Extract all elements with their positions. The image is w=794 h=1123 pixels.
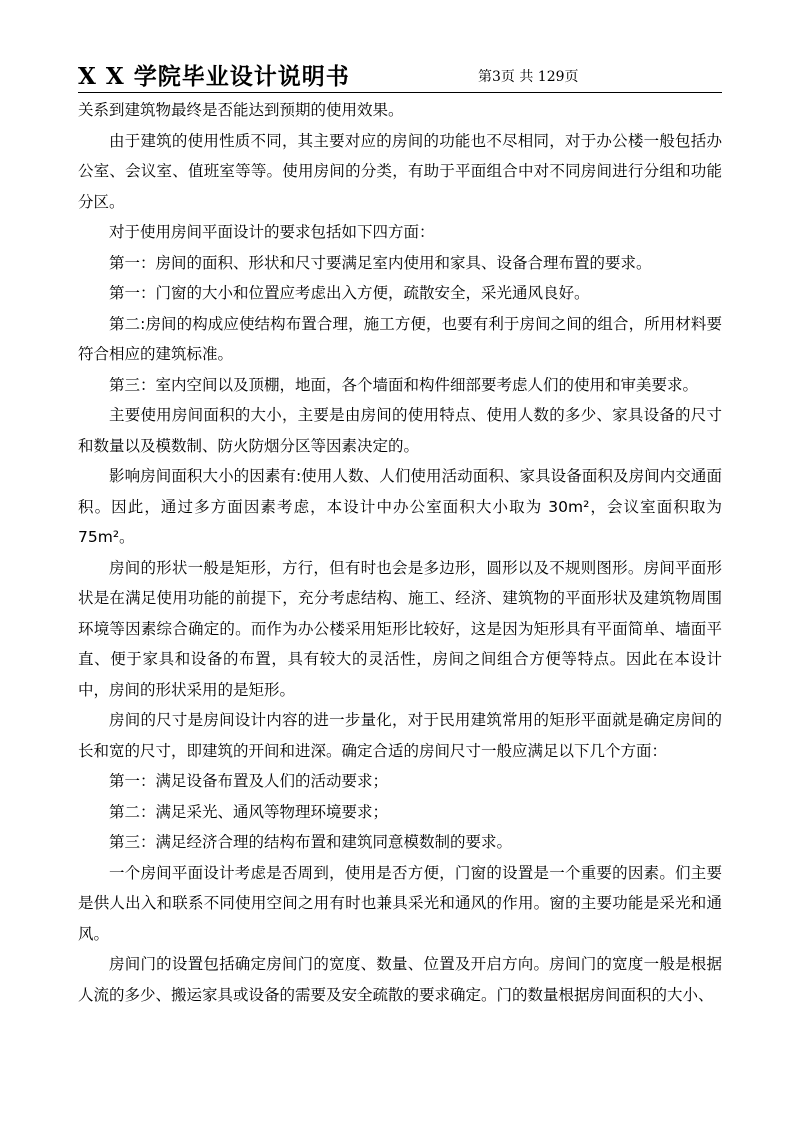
paragraph: 对于使用房间平面设计的要求包括如下四方面： xyxy=(109,223,435,241)
paragraph: 第一：门窗的大小和位置应考虑出入方便，疏散安全，采光通风良好。 xyxy=(109,284,590,302)
paragraph: 主要使用房间面积的大小，主要是由房间的使用特点、使用人数的多少、家具设备的尺寸和数量以及模数制、防火防烟分区等因素决定的。 xyxy=(78,406,722,455)
paragraph: 第三：室内空间以及顶棚，地面，各个墙面和构件细部要考虑人们的使用和审美要求。 xyxy=(109,375,699,394)
paragraph: 房间门的设置包括确定房间门的宽度、数量、位置及开启方向。房间门的宽度一般是根据人流的多少、搬运家具或设备的需要及安全疏散的要求确定。门的数量根据房间面积的大小、 xyxy=(78,955,722,1004)
paragraph: 第一：房间的面积、形状和尺寸要满足室内使用和家具、设备合理布置的要求。 xyxy=(109,253,652,272)
paragraph: 第一：满足设备布置及人们的活动要求； xyxy=(109,772,389,790)
paragraph: 由于建筑的使用性质不同，其主要对应的房间的功能也不尽相同，对于办公楼一般包括办公室、会议室、值班室等等。使用房间的分类，有助于平面组合中对不同房间进行分组和功能分区。 xyxy=(78,131,722,211)
paragraph: 房间的形状一般是矩形，方行，但有时也会是多边形，圆形以及不规则图形。房间平面形状是在满足使用功能的前提下，充分考虑结构、施工、经济、建筑物的平面形状及建筑物周围环境等因素综合确定的。而作为办公楼采用矩形比较好，这是因为矩形具有平面简单、墙面平直、便于家具和设备的布置，具有较大的灵活性，房间之间组合方便等特点。因此在本设计中，房间的形状采用的是矩形。 xyxy=(78,558,722,699)
page-header xyxy=(78,54,722,93)
page-number: 第3页 共 129页 xyxy=(478,69,579,85)
document-body xyxy=(78,95,722,1010)
paragraph: 第三：满足经济合理的结构布置和建筑同意模数制的要求。 xyxy=(109,833,513,851)
paragraph: 第二:房间的构成应使结构布置合理，施工方便，也要有利于房间之间的组合，所用材料要符合相应的建筑标准。 xyxy=(78,314,722,363)
paragraph: 影响房间面积大小的因素有:使用人数、人们使用活动面积、家具设备面积及房间内交通面积。因此，通过多方面因素考虑，本设计中办公室面积大小取为 30m²，会议室面积取为 75m²。 xyxy=(78,467,722,546)
paragraph: 关系到建筑物最终是否能达到预期的使用效果。 xyxy=(78,101,404,119)
paragraph: 第二：满足采光、通风等物理环境要求； xyxy=(109,802,389,821)
document-title: X X 学院毕业设计说明书 xyxy=(78,63,350,90)
paragraph: 房间的尺寸是房间设计内容的进一步量化，对于民用建筑常用的矩形平面就是确定房间的长和宽的尺寸，即建筑的开间和进深。确定合适的房间尺寸一般应满足以下几个方面： xyxy=(78,711,722,760)
paragraph: 一个房间平面设计考虑是否周到，使用是否方便，门窗的设置是一个重要的因素。们主要是供人出入和联系不同使用空间之用有时也兼具采光和通风的作用。窗的主要功能是采光和通风。 xyxy=(78,863,722,943)
